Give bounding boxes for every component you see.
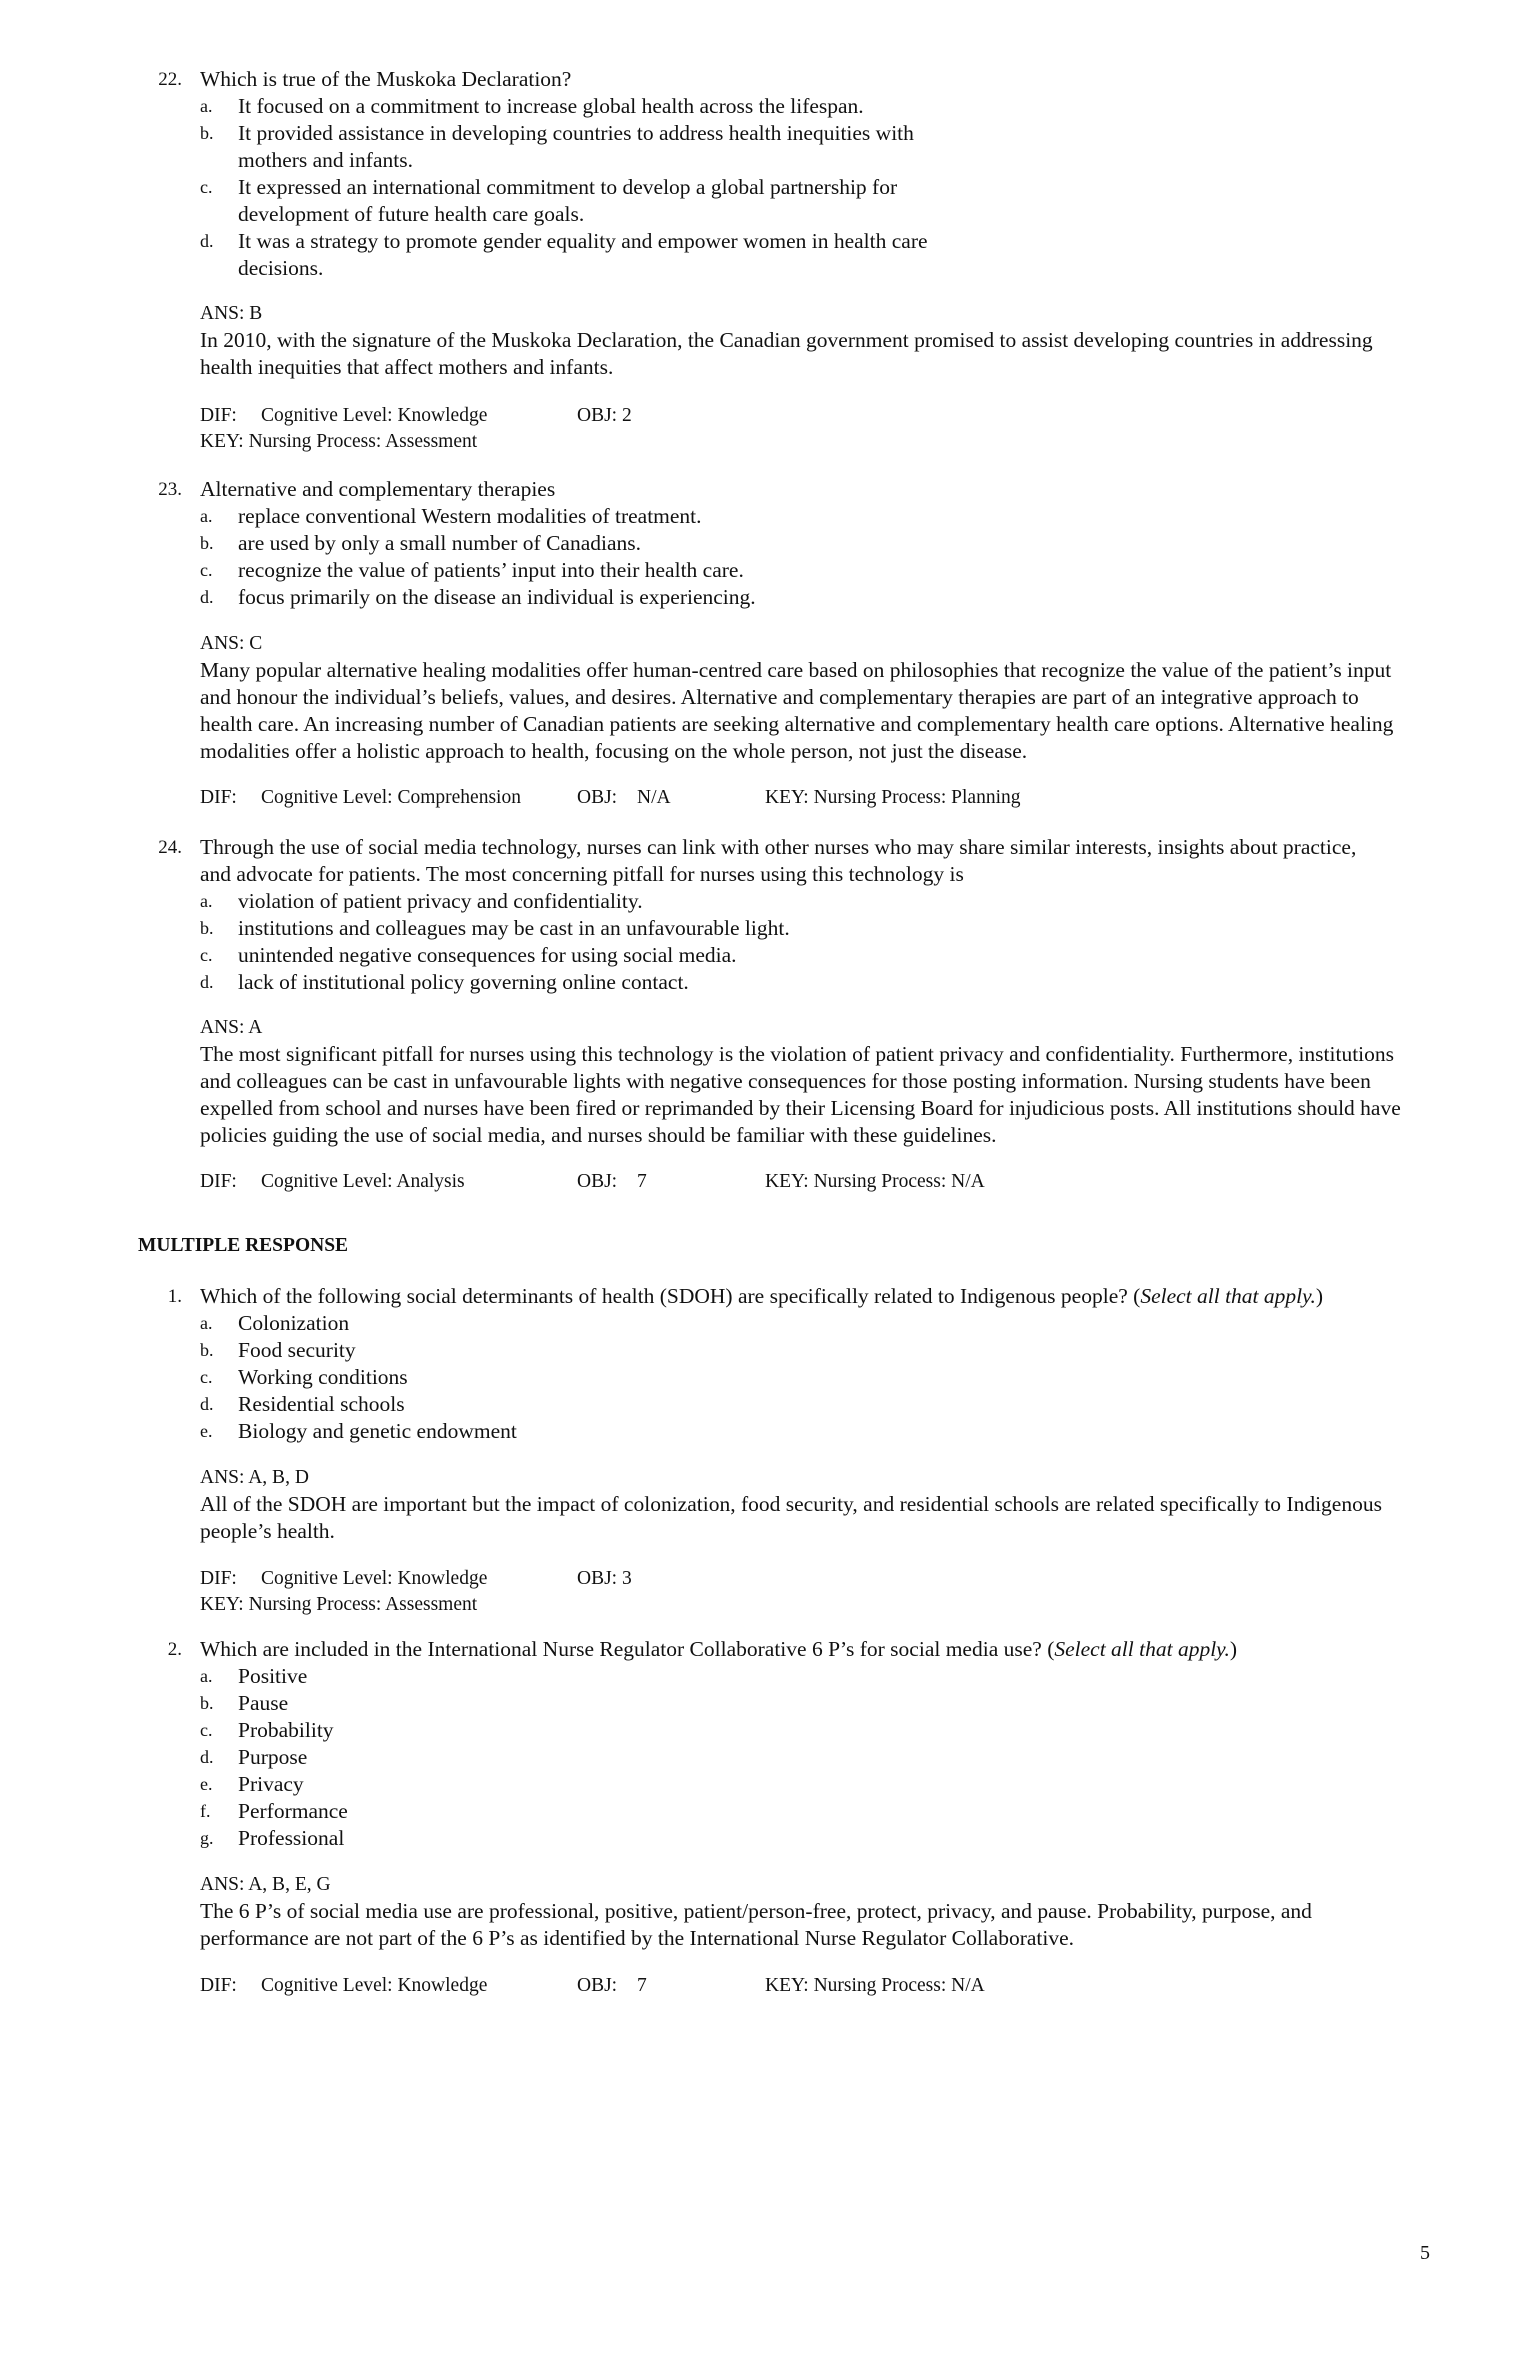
option-letter: a.: [200, 96, 213, 116]
objective: OBJ: 2: [577, 405, 632, 426]
objective-value: 7: [637, 1975, 647, 1996]
cognitive-level: Cognitive Level: Analysis: [261, 1171, 465, 1192]
question-stem: Alternative and complementary therapies: [200, 477, 556, 501]
answer: ANS: A, B, E, G: [200, 1874, 331, 1895]
option-text: are used by only a small number of Canadians.: [238, 531, 642, 555]
nursing-process-key: KEY: Nursing Process: Assessment: [200, 1594, 478, 1615]
option-letter: a.: [200, 1666, 213, 1686]
option-letter: d.: [200, 587, 214, 607]
objective: OBJ:: [577, 1975, 618, 1996]
option-text: Food security: [238, 1338, 356, 1362]
stem-instruction: Select all that apply.: [1054, 1637, 1230, 1661]
option-text: violation of patient privacy and confidentiality.: [238, 889, 643, 913]
dif-label: DIF:: [200, 1568, 237, 1589]
nursing-process-key: KEY: Nursing Process: Planning: [765, 787, 1021, 808]
option-letter: c.: [200, 945, 213, 965]
rationale: Many popular alternative healing modalities offer human-centred care based on philosophies that recognize the value of the patient’s input and honour the individual’s beliefs, values, and desires. Alternative and complementary therapies are part of an integrative approach to health care. An increasing number of Canadian patients are seeking alternative and complementary health care options. Alternative healing modalities offer a holistic approach to health, focusing on the whole person, not just the disease.: [200, 658, 1394, 763]
objective: OBJ:: [577, 1171, 618, 1192]
option-letter: e.: [200, 1421, 213, 1441]
cognitive-level: Cognitive Level: Comprehension: [261, 787, 521, 808]
question-stem: [200, 1283, 1420, 1310]
cognitive-level: Cognitive Level: Knowledge: [261, 1975, 488, 1996]
nursing-process-key: KEY: Nursing Process: N/A: [765, 1171, 985, 1192]
objective-value: N/A: [637, 787, 671, 808]
objective: OBJ: 3: [577, 1568, 632, 1589]
option-text: focus primarily on the disease an individual is experiencing.: [238, 585, 756, 609]
question-number: 24.: [158, 837, 182, 858]
question-number: 1.: [167, 1286, 182, 1307]
question-stem: Which is true of the Muskoka Declaration?: [200, 67, 572, 91]
objective-value: 7: [637, 1171, 647, 1192]
stem-instruction: Select all that apply.: [1140, 1284, 1316, 1308]
question-stem: Through the use of social media technology, nurses can link with other nurses who may share similar interests, insights about practice, and advocate for patients. The most concerning pitfall for nurses using this technology is: [200, 835, 1357, 886]
option-text: It expressed an international commitment to develop a global partnership for development of future health care goals.: [238, 175, 898, 226]
option-text: Residential schools: [238, 1392, 405, 1416]
option-text: Biology and genetic endowment: [238, 1419, 517, 1443]
option-text: Colonization: [238, 1311, 350, 1335]
option-letter: b.: [200, 1340, 214, 1360]
option-letter: e.: [200, 1774, 213, 1794]
option-letter: g.: [200, 1828, 214, 1848]
answer: ANS: B: [200, 303, 263, 324]
option-text: It provided assistance in developing countries to address health inequities with mothers and infants.: [238, 121, 914, 172]
option-text: replace conventional Western modalities of treatment.: [238, 504, 702, 528]
option-letter: d.: [200, 1394, 214, 1414]
nursing-process-key: KEY: Nursing Process: N/A: [765, 1975, 985, 1996]
option-letter: a.: [200, 1313, 213, 1333]
option-text: institutions and colleagues may be cast in an unfavourable light.: [238, 916, 790, 940]
nursing-process-key: KEY: Nursing Process: Assessment: [200, 431, 478, 452]
stem-close: ): [1315, 1284, 1324, 1308]
stem-close: ): [1229, 1637, 1238, 1661]
rationale: All of the SDOH are important but the impact of colonization, food security, and residential schools are related specifically to Indigenous people’s health.: [200, 1492, 1382, 1543]
option-letter: d.: [200, 1747, 214, 1767]
option-letter: c.: [200, 560, 213, 580]
rationale: The most significant pitfall for nurses using this technology is the violation of patient privacy and confidentiality. Furthermore, institutions and colleagues can be cast in unfavourable lights with negative consequences for those posting information. Nursing students have been expelled from school and nurses have been fired or reprimanded by their Licensing Board for injudicious posts. All institutions should have policies guiding the use of social media, and nurses should be familiar with these guidelines.: [200, 1042, 1401, 1147]
option-letter: b.: [200, 533, 214, 553]
option-text: recognize the value of patients’ input into their health care.: [238, 558, 744, 582]
answer: ANS: C: [200, 633, 263, 654]
question-stem: [200, 1636, 1420, 1663]
cognitive-level: Cognitive Level: Knowledge: [261, 405, 488, 426]
dif-label: DIF:: [200, 405, 237, 426]
rationale: In 2010, with the signature of the Muskoka Declaration, the Canadian government promised to assist developing countries in addressing health inequities that affect mothers and infants.: [200, 328, 1373, 379]
option-letter: c.: [200, 1367, 213, 1387]
option-text: Privacy: [238, 1772, 304, 1796]
cognitive-level: Cognitive Level: Knowledge: [261, 1568, 488, 1589]
option-text: lack of institutional policy governing online contact.: [238, 970, 689, 994]
option-letter: b.: [200, 123, 214, 143]
option-text: Probability: [238, 1718, 334, 1742]
option-text: unintended negative consequences for using social media.: [238, 943, 737, 967]
option-text: Positive: [238, 1664, 308, 1688]
option-letter: a.: [200, 506, 213, 526]
dif-label: DIF:: [200, 1975, 237, 1996]
option-text: Professional: [238, 1826, 345, 1850]
question-number: 22.: [158, 69, 182, 90]
page-number: 5: [1420, 2242, 1430, 2264]
stem-text: Which of the following social determinants of health (SDOH) are specifically related to Indigenous people? (: [200, 1284, 1141, 1308]
stem-text: Which are included in the International Nurse Regulator Collaborative 6 P’s for social media use? (: [200, 1637, 1055, 1661]
dif-label: DIF:: [200, 787, 237, 808]
section-heading: MULTIPLE RESPONSE: [138, 1235, 349, 1256]
answer: ANS: A: [200, 1017, 263, 1038]
option-text: Pause: [238, 1691, 289, 1715]
option-text: Performance: [238, 1799, 348, 1823]
option-letter: a.: [200, 891, 213, 911]
question-number: 23.: [158, 479, 182, 500]
answer: ANS: A, B, D: [200, 1467, 309, 1488]
option-letter: d.: [200, 972, 214, 992]
objective: OBJ:: [577, 787, 618, 808]
rationale: The 6 P’s of social media use are professional, positive, patient/person-free, protect, privacy, and pause. Probability, purpose, and performance are not part of the 6 P’s as identified by the International Nurse Regulator Collaborative.: [200, 1899, 1312, 1950]
option-text: It focused on a commitment to increase global health across the lifespan.: [238, 94, 864, 118]
dif-label: DIF:: [200, 1171, 237, 1192]
option-letter: b.: [200, 918, 214, 938]
option-letter: b.: [200, 1693, 214, 1713]
option-letter: d.: [200, 231, 214, 251]
option-text: Working conditions: [238, 1365, 408, 1389]
option-text: Purpose: [238, 1745, 308, 1769]
option-letter: f.: [200, 1801, 211, 1821]
option-letter: c.: [200, 177, 213, 197]
question-number: 2.: [167, 1639, 182, 1660]
option-text: It was a strategy to promote gender equality and empower women in health care decisions.: [238, 229, 928, 280]
option-letter: c.: [200, 1720, 213, 1740]
